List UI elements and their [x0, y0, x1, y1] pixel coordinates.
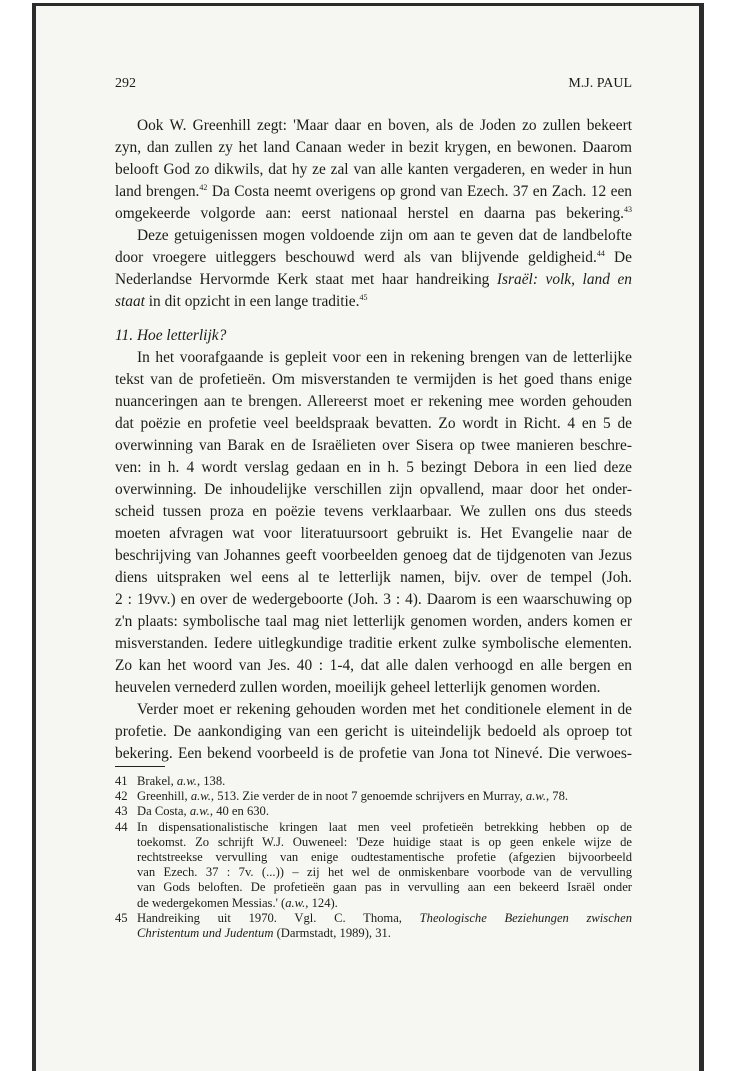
text-line — [115, 501, 632, 523]
text-segment: (Darmstadt, 1989), 31. — [273, 925, 391, 940]
footnote-number: 43 — [115, 804, 128, 819]
text-segment: Verder moet er rekening gehouden worden met het conditionele element in de — [137, 701, 632, 718]
text-segment: van Ezech. 37 : 7v. (...)) – zij het wel de onmiskenbare voorbode van de vervulling — [137, 865, 632, 880]
footnote-reference: 42 — [199, 183, 208, 192]
italic-text: a.w. — [190, 789, 211, 804]
text-line — [115, 589, 632, 611]
text-line — [115, 567, 632, 589]
text-segment: De — [604, 249, 632, 266]
text-line — [115, 435, 632, 457]
text-segment: dat poëzie en profetie veel beeldspraak bevatten. Zo wordt in Richt. 4 en 5 de — [115, 415, 632, 432]
text-segment: overwinning. De inhoudelijke verschillen zijn opvallend, maar door het onder- — [115, 481, 632, 498]
footnote-line — [137, 835, 632, 850]
footnote-line — [137, 911, 632, 926]
text-segment: Ook W. Greenhill zegt: 'Maar daar en boven, als de Joden zo zullen bekeert — [137, 117, 632, 134]
text-segment: belooft God zo dikwils, dat hy ze zal van alle kanten vergaderen, en weder in hun — [115, 161, 632, 178]
footnote-line — [137, 896, 632, 911]
footnote-text — [137, 804, 632, 819]
text-segment: zyn, dan zullen zy het land Canaan weder in bezit krygen, en bewonen. Daarom — [115, 139, 632, 156]
text-segment: scheid tussen proza en poëzie tevens verklaarbaar. We zullen ons dus steeds — [115, 503, 632, 520]
italic-text: a.w. — [285, 895, 306, 910]
text-segment: Nederlandse Hervormde Kerk staat met haar handreiking — [115, 271, 497, 288]
text-segment: Zo kan het woord van Jes. 40 : 1-4, dat alle dalen verhoogd en alle bergen en — [115, 657, 632, 674]
text-line — [115, 369, 632, 391]
text-line — [115, 181, 632, 203]
footnote-reference: 43 — [624, 205, 632, 214]
text-line — [115, 115, 632, 137]
text-segment: In dispensationalistische kringen laat men veel profetieën betrekking hebben op de — [137, 819, 632, 834]
footnote-text — [137, 820, 632, 911]
text-segment: Da Costa neemt overigens op grond van Ezech. 37 en Zach. 12 een — [207, 183, 632, 200]
text-line — [115, 545, 632, 567]
text-segment: , 40 en 630. — [209, 804, 270, 819]
text-line — [115, 655, 632, 677]
footnote-rule — [115, 766, 165, 767]
italic-text: staat — [115, 293, 145, 310]
text-segment: Handreiking uit 1970. Vgl. C. Thoma, — [137, 910, 420, 925]
footnote — [115, 820, 632, 911]
text-segment: 2 : 19vv.) en over de wedergeboorte (Joh. 3 : 4). Daarom is een waarschuwing op — [115, 591, 632, 608]
text-segment: Deze getuigenissen mogen voldoende zijn om aan te geven dat de landbelofte — [137, 227, 632, 244]
body-text — [115, 115, 632, 765]
footnote — [115, 774, 632, 789]
text-segment: Da Costa, — [137, 804, 190, 819]
text-line — [115, 269, 632, 291]
text-line — [115, 721, 632, 743]
text-segment: , 124). — [305, 895, 338, 910]
paragraph — [115, 115, 632, 225]
text-line — [115, 391, 632, 413]
text-segment: in dit opzicht in een lange traditie. — [144, 293, 360, 310]
footnote-line — [137, 880, 632, 895]
text-segment: nuanceringen aan te brengen. Allereerst moet er rekening mee worden gehouden — [115, 393, 632, 410]
text-segment: rechtstreekse vervulling van enige oudtestamentische profetie (afgezien bijvoorbeeld — [137, 849, 632, 864]
text-line — [115, 247, 632, 269]
text-line — [115, 457, 632, 479]
footnote-line — [137, 926, 632, 941]
text-segment: overwinning van Barak en de Israëlieten over Sisera op twee manieren beschre- — [115, 437, 632, 454]
text-segment: beschrijving van Johannes geeft voorbeelden genoeg dat de tijdgenoten van Jezus — [115, 547, 632, 564]
section-heading: 11. Hoe letterlijk? — [115, 327, 227, 344]
footnote-line — [137, 804, 632, 819]
footnote — [115, 789, 632, 804]
running-head-author: M.J. PAUL — [568, 76, 632, 91]
footnote-number: 44 — [115, 819, 128, 834]
text-line — [115, 413, 632, 435]
paragraph — [115, 347, 632, 699]
footnote-reference: 44 — [596, 249, 605, 258]
running-header — [115, 76, 632, 94]
paragraph — [115, 699, 632, 765]
text-segment: moeten afvragen wat voor literatuursoort gebruikt is. Het Evangelie naar de — [115, 525, 632, 542]
text-segment: misverstanden. Iedere uitlegkundige traditie erkent zulke symbolische elementen. — [115, 635, 632, 652]
text-segment: de wedergekomen Messias.' ( — [137, 895, 286, 910]
italic-text: Theologische Beziehungen zwischen — [419, 910, 632, 925]
text-segment: ven: in h. 4 wordt verslag gedaan en in h. 5 bezingt Debora in een lied deze — [115, 459, 632, 476]
text-line — [115, 633, 632, 655]
text-line — [115, 743, 632, 765]
footnote-text — [137, 789, 632, 804]
footnote-line — [137, 820, 632, 835]
footnote-number: 42 — [115, 789, 128, 804]
footnote — [115, 804, 632, 819]
text-line — [115, 159, 632, 181]
text-line — [115, 137, 632, 159]
text-segment: diens uitspraken wel eens al te letterlijk namen, bijv. over de tempel (Joh. — [115, 569, 632, 586]
footnote-line — [137, 789, 632, 804]
text-segment: tekst van de profetieën. Om misverstanden te vermijden is het goed thans enige — [115, 371, 632, 388]
text-segment: land brengen. — [115, 183, 200, 200]
text-segment: , 138. — [196, 774, 226, 788]
text-line — [115, 611, 632, 633]
text-line — [115, 291, 632, 313]
italic-text: Christentum und Judentum — [137, 925, 274, 940]
text-segment: van Gods beloften. De profetieën gaan pas in vervulling aan een bekeerd Israël onder — [137, 880, 632, 895]
footnote-line — [137, 850, 632, 865]
text-segment: Brakel, — [137, 774, 177, 788]
text-segment: Greenhill, — [137, 789, 191, 804]
footnote-line — [137, 865, 632, 880]
footnote-number: 45 — [115, 910, 128, 925]
text-segment: In het voorafgaande is gepleit voor een in rekening brengen van de letterlijke — [137, 349, 632, 366]
italic-text: a.w. — [189, 804, 210, 819]
text-line — [115, 225, 632, 247]
footnotes — [115, 774, 632, 941]
text-segment: toekomst. Zo schrijft W.J. Ouweneel: 'Deze huidige staat is op geen enkele wijze de — [137, 834, 632, 849]
italic-text: a.w. — [176, 774, 197, 788]
text-segment: door vroegere uitleggers beschouwd werd als van blijvende geldigheid. — [115, 249, 597, 266]
text-line — [115, 479, 632, 501]
text-line — [115, 677, 632, 699]
text-segment: bekering. Een bekend voorbeeld is de profetie van Jona tot Ninevé. Die verwoes- — [115, 745, 632, 762]
text-line — [115, 699, 632, 721]
paragraph — [115, 225, 632, 313]
text-segment: , 78. — [545, 789, 569, 804]
text-segment: , 513. Zie verder de in noot 7 genoemde schrijvers en Murray, — [210, 789, 526, 804]
text-segment: z'n plaats: symbolische taal mag niet letterlijk genomen worden, anders komen er — [115, 613, 632, 630]
text-line — [115, 347, 632, 369]
text-segment: profetie. De aankondiging van een gericht is uiteindelijk bedoeld als oproep tot — [115, 723, 632, 740]
italic-text: a.w. — [525, 789, 546, 804]
italic-text: Israël: volk, land en — [496, 271, 632, 288]
footnote — [115, 911, 632, 941]
footnote-number: 41 — [115, 774, 128, 788]
footnote-text — [137, 911, 632, 941]
text-segment: heuvelen vernederd zullen worden, moeilijk geheel letterlijk genomen worden. — [115, 679, 601, 696]
text-segment: omgekeerde volgorde aan: eerst nationaal herstel en daarna pas bekering. — [115, 205, 624, 222]
text-line — [115, 203, 632, 225]
footnote-text — [137, 774, 632, 789]
text-line — [115, 523, 632, 545]
footnote-reference: 45 — [359, 293, 368, 302]
footnote-line — [137, 774, 632, 789]
page-number: 292 — [115, 76, 136, 91]
